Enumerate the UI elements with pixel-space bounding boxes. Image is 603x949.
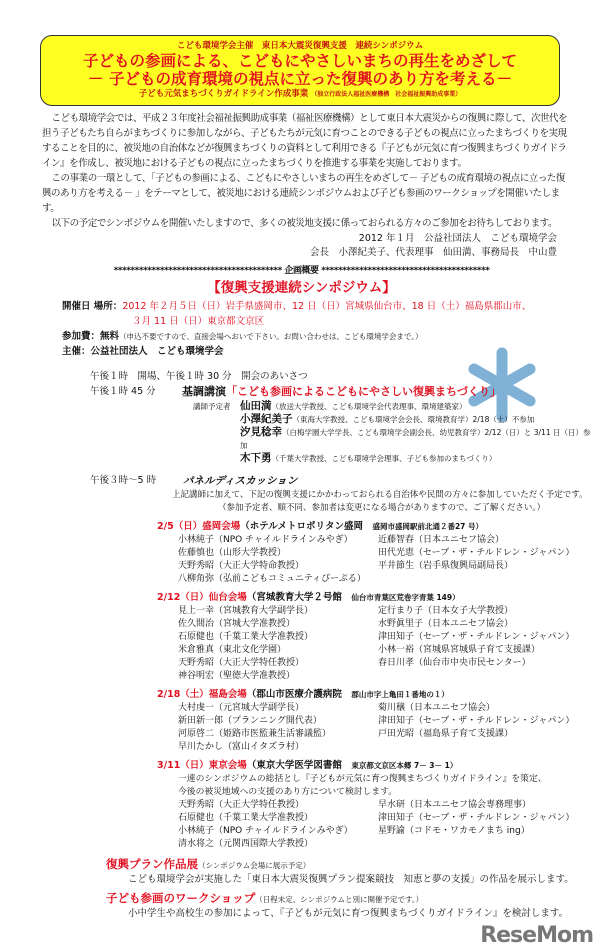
main-title: 子どもの参画による、こどもにやさしいまちの再生をめざして — [82, 52, 517, 70]
panelist: 河原啓二（姫路市医監兼生活審議監） — [178, 729, 332, 739]
workshop-text: 小中学生や高校生の参加によって、『子どもが元気に育つ復興まちづくりガイドライン』を検討します。 — [128, 908, 569, 919]
outline-divider — [0, 264, 603, 278]
resemom-watermark-logo: ReseMom — [480, 923, 593, 948]
panelist: 見上一幸（宮城教育大学副学長） — [178, 606, 314, 616]
lecturer — [240, 413, 595, 426]
panelist: 津田知子（セーブ・ザ・チルドレン・ジャパン） — [378, 813, 575, 823]
lecturer-name: 仙田満 — [240, 400, 272, 412]
venue-heading — [0, 688, 603, 702]
panelist — [378, 741, 593, 754]
symposium-title: 【復興支援連続シンポジウム】 — [207, 280, 396, 296]
panelist — [378, 838, 593, 851]
venue-address: 仙台市青葉区荒巻字青葉 149） — [351, 593, 460, 602]
panel-note: 上記講師に加えて、下記の復興支援にかかわっておられる自治体や民間の方々に参加していただく予定です。 — [172, 490, 588, 500]
stars: **************************************** — [113, 266, 282, 276]
panelist: 佐藤慎也（山形大学教授） — [178, 548, 287, 558]
venue-place: （東京大学医学図書館 — [246, 760, 342, 771]
venue-address: 盛岡市盛岡駅前北通２番27 号） — [372, 522, 484, 531]
panelist: 戸田光昭（福島県子育て支援課） — [378, 729, 514, 739]
panelist: 清水将之（元関西国際大学教授） — [178, 839, 314, 849]
lecturer-note: （東海大学教授、こども環境学会会長、環境教育学）2/18（土）不参加 — [292, 415, 535, 424]
lecturer-name: 小澤紀美子 — [240, 413, 293, 425]
panelist: 近藤智春（日本ユニセフ協会） — [378, 535, 505, 545]
exhibit-title: 復興プラン作品展 — [106, 857, 198, 871]
panelist: 菊川穣（日本ユニセフ協会） — [378, 703, 496, 713]
panelist: 春日川孝（仙台市中央市民センター） — [378, 658, 531, 668]
keynote — [182, 384, 511, 400]
panelist: 津田知子（セーブ・ザ・チルドレン・ジャパン） — [378, 632, 575, 642]
signature-names: 会長 小澤紀美子、代表理事 仙田満、事務局長 中山豊 — [309, 247, 557, 258]
panelist: 天野秀昭（大正大学特任教授） — [178, 658, 305, 668]
panelist: 田代光恵（セーブ・ザ・チルドレン・ジャパン） — [378, 548, 575, 558]
workshop — [0, 891, 603, 907]
fee-label: 参加費：無料 — [62, 331, 120, 342]
panelist: 水野眞里子（日本ユニセフ協会） — [378, 619, 514, 629]
panelist-list — [178, 605, 603, 683]
intro-text — [42, 111, 573, 231]
venue-date: 2/18（土）福島会場 — [157, 689, 247, 700]
dates-line: 2012 年２月５日（日）岩手県盛岡市、12 日（日）宮城県仙台市、18 日（土）福島県郡山市、 — [122, 301, 532, 312]
venue-date: 2/12（日）仙台会場 — [157, 592, 247, 603]
panelist: 早水研（日本ユニセフ協会専務理事） — [378, 800, 532, 810]
keynote-label: 基調講演 — [182, 385, 226, 398]
panelist: 天野秀昭（大正大学特命教授） — [178, 561, 305, 571]
panelist: 石原健也（千葉工業大学准教授） — [178, 632, 314, 642]
signature — [0, 232, 603, 260]
venue-heading — [0, 759, 603, 773]
fee-note: （申込不要ですので、直接会場へおいで下さい。お問い合わせは、こども環境学会まで。） — [119, 332, 423, 341]
panelist: 新田新一郎（プランニング開代表） — [178, 716, 322, 726]
keynote-row — [0, 384, 603, 400]
lecturer-name: 木下勇 — [240, 452, 272, 464]
venue-date: 2/5（日）盛岡会場 — [157, 521, 241, 532]
exhibit — [0, 857, 603, 873]
exhibit-text: こども環境学会が実施した「東日本大震災復興プラン提案競技 知恵と夢の支援」の作品を展示します。 — [128, 874, 574, 885]
intro-paragraph: この事業の一環として、「子どもの参画による、こどもにやさしいまちの再生をめざして－ 子どもの成育環境の視点に立った復興のあり方を考える－ 」をテーマとして、被災地における連続シンポジウムおよび子ども参画のワークショップを開催いたします。 — [42, 173, 565, 214]
dates-label: 開催日 場所： — [62, 301, 123, 312]
panel-row — [0, 473, 603, 489]
lecturer-list — [240, 400, 603, 465]
schedule — [0, 369, 603, 515]
lecturer-label: 講師予定者 — [193, 402, 231, 411]
panelist: 佐久間治（宮城大学准教授） — [178, 619, 296, 629]
panelist-list — [178, 799, 603, 851]
panelist-list — [178, 702, 603, 754]
venue-place: （郡山市医療介護病院 — [246, 689, 342, 700]
panelist: 米倉雅真（東北文化学園） — [178, 645, 287, 655]
panelist: 大村虔一（元宮城大学副学長） — [178, 703, 305, 713]
lecturer-row — [0, 400, 603, 465]
panelist: 早川たかし（富山イタズラ村） — [178, 742, 305, 752]
venue-place: （ホテルメトロポリタン盛岡 — [240, 521, 363, 532]
keynote-title: 「こども参画によるこどもにやさしい復興まちづくり」 — [226, 385, 501, 398]
panelist: 定行まり子（日本女子大学教授） — [378, 606, 514, 616]
fee — [0, 329, 603, 344]
subtitle: － 子どもの成育環境の視点に立った復興のあり方を考える－ — [88, 70, 512, 88]
intro-paragraph: 以下の予定でシンポジウムを開催いたしますので、多くの被災地支援に係っておられる方々のご参加をお待ちしております。 — [51, 218, 558, 229]
panel-note: （参加予定者、順不同、参加者は変更になる場合がありますので、ご了解ください。） — [218, 503, 546, 513]
venue-heading — [0, 591, 603, 605]
venue-place: （宮城教育大学２号館 — [246, 592, 342, 603]
panelist: 八柳角弥（弘前こどもコミュニティぴーぷる） — [178, 574, 366, 584]
lecturer — [240, 426, 595, 452]
lecturer-name: 汐見稔幸 — [240, 426, 282, 438]
workshop-note: （日程未定、シンポジウムと別に開催予定です。） — [255, 895, 424, 904]
venue-heading — [0, 520, 603, 534]
workshop-title: 子ども参画のワークショップ — [106, 891, 256, 905]
project-title: 子ども元気まちづくりガイドライン作成事業 — [138, 89, 309, 99]
lecturer-note: （放送大学教授、こども環境学会代表理事、環境建築家） — [271, 402, 467, 411]
panelist: 小林純子（NPO チャイルドラインみやぎ） — [178, 535, 353, 545]
panel-time: 午後３時～5 時 — [90, 475, 157, 486]
lecturer-note: （千葉大学教授、こども環境学会理事、子ども参加のまちづくり） — [271, 454, 497, 463]
venue-address: 東京都文京区本郷 7－ 3－ 1） — [351, 761, 458, 770]
panelist: 津田知子（セーブ・ザ・チルドレン・ジャパン） — [378, 716, 575, 726]
lecturer-note: （白梅学園大学学長、こども環境学会副会長、幼児教育学）2/12（日）と 3/11 日（日）参加 — [240, 428, 591, 450]
stars: **************************************** — [321, 266, 490, 276]
panelist — [378, 573, 593, 586]
venue-date: 3/11（日）東京会場 — [157, 760, 247, 771]
header-organizer: こども環境学会主催 東日本大震災復興支援 連続シンポジウム — [176, 41, 424, 51]
venue-list — [0, 520, 603, 851]
keynote-time: 午後１時 45 分 — [90, 386, 156, 397]
intro-paragraph: こども環境学会では、平成２３年度社会福祉振興助成事業（福祉医療機構）として東日本大震災からの復興に際して、次世代を担う子どもたち自らがまちづくりに参加しながら、子どもたちが元気に育つことのできる子どもの視点に立ったまちづくりを実現することを目的に、被災地の自治体などが復興まちづくりの資料として利用できる『子どもが元気に育つ復興まちづくりガイドライン』を作成し、被災地における子どもの視点に立ったまちづくりを推進する事業を実施しております。 — [42, 113, 568, 169]
lecturer — [240, 452, 595, 465]
header-banner — [40, 35, 560, 106]
opening: 午後１時 開場、午後１時 30 分 開会のあいさつ — [90, 371, 308, 382]
venue-intro: 今後の被災地域への支援のあり方について検討します。 — [178, 787, 398, 797]
panel-title: パネルディスカッション — [183, 475, 298, 487]
panelist: 平井節生（岩手県復興局副局長） — [378, 561, 514, 571]
venue-address: 郡山市字上亀田１番地の１） — [351, 690, 449, 699]
lecturer — [240, 400, 595, 413]
panelist: 小林一裕（宮城県宮城県子育て支援課） — [378, 645, 541, 655]
panelist: 神谷明宏（聖徳大学准教授） — [178, 671, 296, 681]
panelist: 石原健也（千葉工業大学准教授） — [178, 813, 314, 823]
organizer: 主催：公益社団法人 こども環境学会 — [62, 346, 224, 357]
panelist: 天野秀昭（大正大学特任教授） — [178, 800, 305, 810]
venue-intro: 一連のシンポジウムの総括とし『子どもが元気に育つ復興まちづくりガイドライン』を策定、 — [178, 774, 547, 784]
exhibit-note: （シンポジウム会場に展示予定） — [198, 861, 311, 870]
panelist — [378, 670, 593, 683]
panelist-list — [178, 534, 603, 586]
signature-date: 2012 年１月 公益社団法人 こども環境学会 — [358, 233, 557, 244]
event-dates — [0, 299, 603, 329]
dates-line: ３月 11 日（日）東京都文京区 — [132, 316, 265, 327]
outline-label: 企画概要 — [284, 266, 319, 276]
panelist: 星野諭（コドモ・ワカモノまち ing） — [378, 826, 530, 836]
project-note: （独立行政法人福祉医療機構 社会福祉振興助成事業） — [311, 91, 462, 98]
project-name — [47, 88, 553, 101]
panelist: 小林純子（NPO チャイルドラインみやぎ） — [178, 826, 353, 836]
